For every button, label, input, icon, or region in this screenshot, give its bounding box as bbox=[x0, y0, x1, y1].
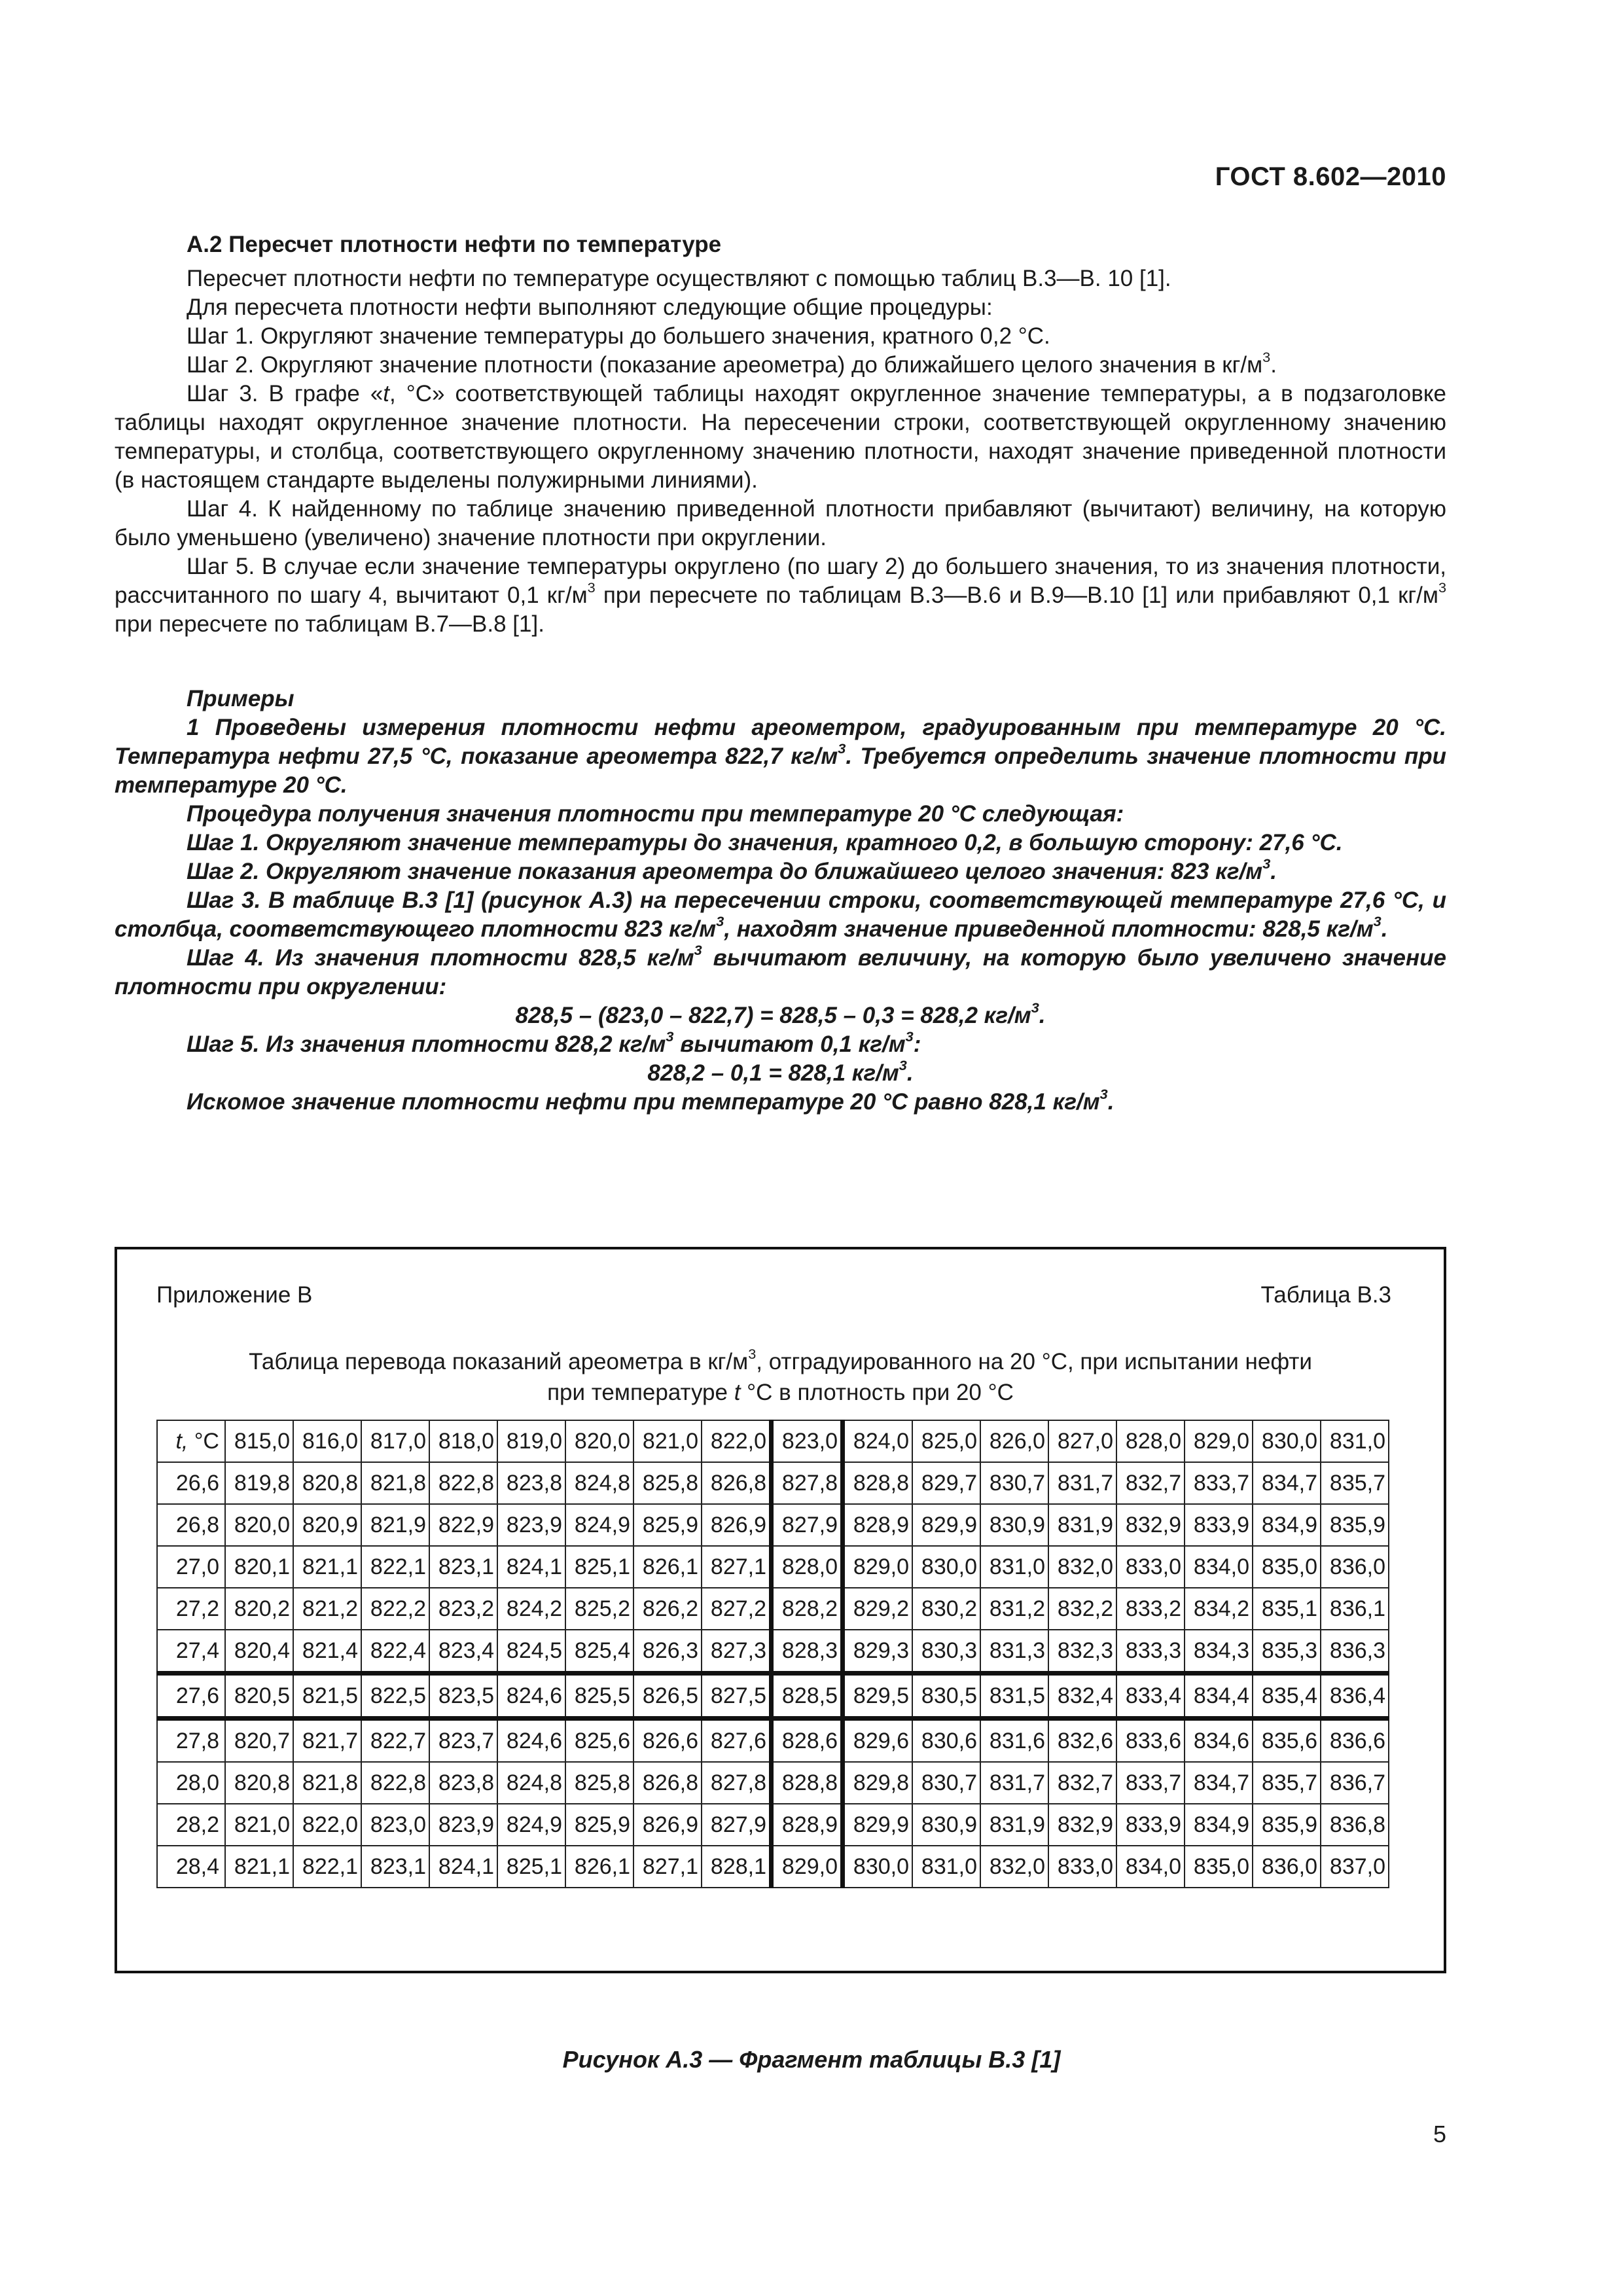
density-value-cell: 834,6 bbox=[1185, 1719, 1253, 1763]
density-value-cell: 823,1 bbox=[361, 1846, 429, 1888]
density-value-cell: 837,0 bbox=[1321, 1846, 1389, 1888]
density-value-cell: 829,5 bbox=[843, 1674, 913, 1719]
examples-heading: Примеры bbox=[187, 686, 294, 711]
density-value-cell: 835,7 bbox=[1253, 1762, 1321, 1804]
density-value-cell: 829,2 bbox=[843, 1588, 913, 1630]
unit-label: °С bbox=[188, 1428, 219, 1454]
density-value-cell: 824,2 bbox=[497, 1588, 565, 1630]
density-value-cell: 835,0 bbox=[1185, 1846, 1253, 1888]
density-value-cell: 835,9 bbox=[1253, 1804, 1321, 1846]
temperature-cell: 27,2 bbox=[157, 1588, 225, 1630]
paragraph-step1: Шаг 1. Округляют значение температуры до большего значения, кратного 0,2 °С. bbox=[187, 323, 1050, 349]
density-value-cell: 832,6 bbox=[1048, 1719, 1116, 1763]
density-value-cell: 832,2 bbox=[1048, 1588, 1116, 1630]
superscript: 3 bbox=[838, 740, 846, 757]
table-row bbox=[157, 1846, 1389, 1888]
density-value-cell: 825,9 bbox=[565, 1804, 633, 1846]
density-value-cell: 827,6 bbox=[702, 1719, 772, 1763]
density-value-cell: 834,7 bbox=[1185, 1762, 1253, 1804]
density-value-cell: 821,4 bbox=[293, 1630, 361, 1674]
density-value-cell: 823,2 bbox=[429, 1588, 497, 1630]
dot: . bbox=[1270, 859, 1277, 884]
density-value-cell: 827,3 bbox=[702, 1630, 772, 1674]
appendix-label: Приложение В bbox=[156, 1282, 313, 1308]
density-value-cell: 836,6 bbox=[1321, 1719, 1389, 1763]
temperature-cell: 27,8 bbox=[157, 1719, 225, 1763]
t-symbol: t bbox=[383, 381, 390, 406]
superscript: 3 bbox=[1099, 1086, 1108, 1103]
density-value-cell: 832,0 bbox=[1048, 1546, 1116, 1588]
density-value-cell: 832,0 bbox=[980, 1846, 1048, 1888]
density-value-cell: 827,9 bbox=[772, 1504, 843, 1546]
density-value-cell: 832,7 bbox=[1048, 1762, 1116, 1804]
density-value-cell: 822,1 bbox=[293, 1846, 361, 1888]
density-value-cell: 821,9 bbox=[361, 1504, 429, 1546]
temperature-cell: 27,6 bbox=[157, 1674, 225, 1719]
density-value-cell: 822,2 bbox=[361, 1588, 429, 1630]
density-value-cell: 831,7 bbox=[980, 1762, 1048, 1804]
example-1-text-a: 1 Проведены измерения плотности нефти ареометром, градуированным при температуре 20 °С. Температура нефти 27,5 °С, показание ареометра 822,7 кг/м bbox=[115, 715, 1446, 769]
example-result-text: Искомое значение плотности нефти при температуре 20 °С равно 828,1 кг/м bbox=[187, 1089, 1100, 1115]
density-value-cell: 822,8 bbox=[429, 1462, 497, 1504]
table-row bbox=[157, 1504, 1389, 1546]
density-value-cell: 830,3 bbox=[912, 1630, 980, 1674]
density-value-cell: 820,2 bbox=[225, 1588, 293, 1630]
density-value-cell: 826,1 bbox=[633, 1546, 702, 1588]
density-value-cell: 830,0 bbox=[843, 1846, 913, 1888]
density-value-cell: 834,0 bbox=[1185, 1546, 1253, 1588]
density-value-cell: 831,2 bbox=[980, 1588, 1048, 1630]
density-value-cell: 828,3 bbox=[772, 1630, 843, 1674]
header-cell-density: 830,0 bbox=[1253, 1420, 1321, 1462]
density-value-cell: 830,2 bbox=[912, 1588, 980, 1630]
temperature-cell: 28,0 bbox=[157, 1762, 225, 1804]
table-row bbox=[157, 1588, 1389, 1630]
paragraph-step3 bbox=[115, 380, 1446, 495]
density-value-cell: 829,6 bbox=[843, 1719, 913, 1763]
density-value-cell: 824,1 bbox=[429, 1846, 497, 1888]
caption-part-d: °С в плотность при 20 °С bbox=[740, 1380, 1014, 1405]
temperature-cell: 27,0 bbox=[157, 1546, 225, 1588]
density-value-cell: 836,1 bbox=[1321, 1588, 1389, 1630]
density-value-cell: 831,9 bbox=[1048, 1504, 1116, 1546]
density-value-cell: 831,7 bbox=[1048, 1462, 1116, 1504]
density-value-cell: 836,3 bbox=[1321, 1630, 1389, 1674]
density-value-cell: 825,9 bbox=[633, 1504, 702, 1546]
density-value-cell: 828,8 bbox=[772, 1762, 843, 1804]
example-procedure: Процедура получения значения плотности при температуре 20 °С следующая: bbox=[187, 801, 1124, 827]
density-value-cell: 820,8 bbox=[225, 1762, 293, 1804]
density-value-cell: 831,9 bbox=[980, 1804, 1048, 1846]
formula-1 bbox=[115, 1001, 1446, 1030]
density-value-cell: 820,8 bbox=[293, 1462, 361, 1504]
header-cell-density: 818,0 bbox=[429, 1420, 497, 1462]
example-result bbox=[115, 1088, 1446, 1117]
density-value-cell: 829,0 bbox=[772, 1846, 843, 1888]
step5-text-a: Шаг 5. В случае если значение температуры округлено (по шагу 2) до большего значения, то из значения плотности, рассчитанного по шагу 4, вычитают 0,1 кг/м bbox=[115, 554, 1446, 608]
section-a2 bbox=[115, 230, 1446, 639]
superscript: 3 bbox=[905, 1028, 914, 1045]
density-value-cell: 832,3 bbox=[1048, 1630, 1116, 1674]
superscript: 3 bbox=[587, 579, 596, 596]
table-row bbox=[157, 1546, 1389, 1588]
density-value-cell: 832,9 bbox=[1048, 1804, 1116, 1846]
temperature-cell: 28,2 bbox=[157, 1804, 225, 1846]
header-cell-density: 828,0 bbox=[1116, 1420, 1185, 1462]
superscript: 3 bbox=[1262, 855, 1271, 872]
density-value-cell: 824,9 bbox=[497, 1804, 565, 1846]
density-value-cell: 835,3 bbox=[1253, 1630, 1321, 1674]
density-value-cell: 834,7 bbox=[1253, 1462, 1321, 1504]
density-value-cell: 834,9 bbox=[1253, 1504, 1321, 1546]
density-value-cell: 828,8 bbox=[843, 1462, 913, 1504]
density-value-cell: 823,0 bbox=[361, 1804, 429, 1846]
header-cell-temperature bbox=[157, 1420, 225, 1462]
figure-frame bbox=[115, 1247, 1446, 1973]
density-value-cell: 833,7 bbox=[1185, 1462, 1253, 1504]
example-step2 bbox=[115, 857, 1446, 886]
density-value-cell: 835,6 bbox=[1253, 1719, 1321, 1763]
header-cell-density: 827,0 bbox=[1048, 1420, 1116, 1462]
density-value-cell: 836,7 bbox=[1321, 1762, 1389, 1804]
density-value-cell: 829,9 bbox=[912, 1504, 980, 1546]
density-value-cell: 835,0 bbox=[1253, 1546, 1321, 1588]
density-value-cell: 823,8 bbox=[497, 1462, 565, 1504]
density-value-cell: 829,3 bbox=[843, 1630, 913, 1674]
density-value-cell: 825,8 bbox=[633, 1462, 702, 1504]
temperature-cell: 28,4 bbox=[157, 1846, 225, 1888]
density-value-cell: 829,8 bbox=[843, 1762, 913, 1804]
header-cell-density: 826,0 bbox=[980, 1420, 1048, 1462]
density-value-cell: 832,4 bbox=[1048, 1674, 1116, 1719]
example-step4 bbox=[115, 944, 1446, 1001]
density-value-cell: 824,9 bbox=[565, 1504, 633, 1546]
density-value-cell: 828,1 bbox=[702, 1846, 772, 1888]
density-value-cell: 821,8 bbox=[293, 1762, 361, 1804]
density-value-cell: 822,7 bbox=[361, 1719, 429, 1763]
density-value-cell: 826,8 bbox=[702, 1462, 772, 1504]
density-value-cell: 822,1 bbox=[361, 1546, 429, 1588]
header-cell-density: 819,0 bbox=[497, 1420, 565, 1462]
example-1-text-b: . Требуется определить значение плотности при температуре 20 °С. bbox=[115, 744, 1446, 798]
temperature-cell: 26,6 bbox=[157, 1462, 225, 1504]
temperature-cell: 27,4 bbox=[157, 1630, 225, 1674]
superscript: 3 bbox=[716, 913, 724, 930]
density-value-cell: 833,7 bbox=[1116, 1762, 1185, 1804]
density-value-cell: 826,5 bbox=[633, 1674, 702, 1719]
density-value-cell: 826,8 bbox=[633, 1762, 702, 1804]
step3-text-b: , °С» соответствующей таблицы находят округленное значение температуры, а в подзаголовке таблицы находят округленное значение плотности. На пересечении строки, соответствующей округленному значению температуры, и столбца, соответствующего округленному значению плотности, находят значение приведенной плотности (в настоящем стандарте выделены полужирными линиями). bbox=[115, 381, 1446, 493]
header-cell-density: 815,0 bbox=[225, 1420, 293, 1462]
density-value-cell: 825,6 bbox=[565, 1719, 633, 1763]
header-cell-density: 831,0 bbox=[1321, 1420, 1389, 1462]
density-value-cell: 819,8 bbox=[225, 1462, 293, 1504]
density-value-cell: 836,8 bbox=[1321, 1804, 1389, 1846]
example-step3 bbox=[115, 886, 1446, 944]
table-caption bbox=[117, 1346, 1444, 1408]
density-value-cell: 834,3 bbox=[1185, 1630, 1253, 1674]
density-value-cell: 830,7 bbox=[980, 1462, 1048, 1504]
paragraph-step4: Шаг 4. К найденному по таблице значению приведенной плотности прибавляют (вычитают) величину, на которую было уменьшено (увеличено) значение плотности при округлении. bbox=[115, 496, 1446, 550]
density-value-cell: 826,6 bbox=[633, 1719, 702, 1763]
density-value-cell: 825,8 bbox=[565, 1762, 633, 1804]
density-value-cell: 826,2 bbox=[633, 1588, 702, 1630]
density-value-cell: 833,0 bbox=[1116, 1546, 1185, 1588]
density-value-cell: 824,5 bbox=[497, 1630, 565, 1674]
density-value-cell: 833,0 bbox=[1048, 1846, 1116, 1888]
superscript: 3 bbox=[748, 1346, 757, 1363]
example-step3-text-b: , находят значение приведенной плотности: 828,5 кг/м bbox=[724, 916, 1374, 942]
density-value-cell: 824,8 bbox=[497, 1762, 565, 1804]
dot: . bbox=[906, 1060, 914, 1086]
density-value-cell: 820,4 bbox=[225, 1630, 293, 1674]
document-code: ГОСТ 8.602—2010 bbox=[1215, 162, 1446, 191]
density-value-cell: 820,1 bbox=[225, 1546, 293, 1588]
formula-2-text: 828,2 – 0,1 = 828,1 кг/м bbox=[647, 1060, 899, 1086]
density-value-cell: 832,9 bbox=[1116, 1504, 1185, 1546]
caption-part-b: , отградуированного на 20 °С, при испытании нефти bbox=[756, 1349, 1312, 1374]
page-number: 5 bbox=[1433, 2121, 1446, 2147]
table-row bbox=[157, 1674, 1389, 1719]
density-value-cell: 831,0 bbox=[912, 1846, 980, 1888]
superscript: 3 bbox=[666, 1028, 674, 1045]
header-cell-density: 825,0 bbox=[912, 1420, 980, 1462]
dot: . bbox=[1039, 1003, 1046, 1028]
density-value-cell: 836,0 bbox=[1253, 1846, 1321, 1888]
formula-2 bbox=[115, 1059, 1446, 1088]
density-value-cell: 825,2 bbox=[565, 1588, 633, 1630]
density-value-cell: 830,5 bbox=[912, 1674, 980, 1719]
examples-block bbox=[115, 685, 1446, 1117]
density-value-cell: 828,0 bbox=[772, 1546, 843, 1588]
step5-text-b: при пересчете по таблицам В.3—В.6 и В.9—В.10 [1] или прибавляют 0,1 кг/м bbox=[595, 583, 1438, 608]
figure-caption: Рисунок А.3 — Фрагмент таблицы В.3 [1] bbox=[562, 2046, 1061, 2073]
superscript: 3 bbox=[1031, 999, 1039, 1016]
density-value-cell: 833,2 bbox=[1116, 1588, 1185, 1630]
density-value-cell: 831,0 bbox=[980, 1546, 1048, 1588]
paragraph-procedures: Для пересчета плотности нефти выполняют следующие общие процедуры: bbox=[187, 295, 993, 320]
density-value-cell: 824,6 bbox=[497, 1674, 565, 1719]
density-value-cell: 823,4 bbox=[429, 1630, 497, 1674]
density-value-cell: 827,8 bbox=[772, 1462, 843, 1504]
table-row bbox=[157, 1462, 1389, 1504]
density-value-cell: 832,7 bbox=[1116, 1462, 1185, 1504]
header-cell-density: 816,0 bbox=[293, 1420, 361, 1462]
caption-part-a: Таблица перевода показаний ареометра в кг/м bbox=[249, 1349, 749, 1374]
example-1 bbox=[115, 713, 1446, 800]
density-value-cell: 821,1 bbox=[225, 1846, 293, 1888]
density-value-cell: 822,5 bbox=[361, 1674, 429, 1719]
density-value-cell: 823,9 bbox=[429, 1804, 497, 1846]
density-value-cell: 834,2 bbox=[1185, 1588, 1253, 1630]
density-value-cell: 830,9 bbox=[980, 1504, 1048, 1546]
density-value-cell: 821,7 bbox=[293, 1719, 361, 1763]
density-value-cell: 823,8 bbox=[429, 1762, 497, 1804]
density-value-cell: 835,7 bbox=[1321, 1462, 1389, 1504]
density-value-cell: 826,9 bbox=[702, 1504, 772, 1546]
formula-1-text: 828,5 – (823,0 – 822,7) = 828,5 – 0,3 = 828,2 кг/м bbox=[515, 1003, 1031, 1028]
density-value-cell: 834,9 bbox=[1185, 1804, 1253, 1846]
density-value-cell: 824,8 bbox=[565, 1462, 633, 1504]
density-value-cell: 823,7 bbox=[429, 1719, 497, 1763]
t-symbol: t bbox=[734, 1380, 741, 1405]
density-value-cell: 830,6 bbox=[912, 1719, 980, 1763]
table-caption-line2 bbox=[117, 1377, 1444, 1408]
paragraph-tables: Пересчет плотности нефти по температуре осуществляют с помощью таблиц В.3—В. 10 [1]. bbox=[187, 266, 1171, 291]
density-value-cell: 831,5 bbox=[980, 1674, 1048, 1719]
density-value-cell: 827,2 bbox=[702, 1588, 772, 1630]
step3-text-a: Шаг 3. В графе « bbox=[187, 381, 383, 406]
density-value-cell: 824,6 bbox=[497, 1719, 565, 1763]
superscript: 3 bbox=[899, 1057, 907, 1074]
density-value-cell: 835,4 bbox=[1253, 1674, 1321, 1719]
density-value-cell: 822,4 bbox=[361, 1630, 429, 1674]
density-value-cell: 829,0 bbox=[843, 1546, 913, 1588]
density-value-cell: 822,8 bbox=[361, 1762, 429, 1804]
header-cell-density: 822,0 bbox=[702, 1420, 772, 1462]
example-step5-text-a: Шаг 5. Из значения плотности 828,2 кг/м bbox=[187, 1031, 666, 1057]
example-step1: Шаг 1. Округляют значение температуры до значения, кратного 0,2, в большую сторону: 27,6 °С. bbox=[187, 830, 1343, 855]
density-value-cell: 820,5 bbox=[225, 1674, 293, 1719]
density-value-cell: 825,5 bbox=[565, 1674, 633, 1719]
density-value-cell: 835,9 bbox=[1321, 1504, 1389, 1546]
density-value-cell: 822,0 bbox=[293, 1804, 361, 1846]
density-value-cell: 828,9 bbox=[843, 1504, 913, 1546]
density-value-cell: 833,4 bbox=[1116, 1674, 1185, 1719]
density-value-cell: 826,3 bbox=[633, 1630, 702, 1674]
table-header-row bbox=[157, 1420, 1389, 1462]
caption-part-c: при температуре bbox=[547, 1380, 734, 1405]
example-step2-text: Шаг 2. Округляют значение показания ареометра до ближайшего целого значения: 823 кг/м bbox=[187, 859, 1263, 884]
dot: . bbox=[1381, 916, 1388, 942]
density-value-cell: 821,8 bbox=[361, 1462, 429, 1504]
example-step5 bbox=[115, 1030, 1446, 1059]
density-value-cell: 821,1 bbox=[293, 1546, 361, 1588]
density-value-cell: 820,9 bbox=[293, 1504, 361, 1546]
density-value-cell: 828,5 bbox=[772, 1674, 843, 1719]
header-cell-density: 817,0 bbox=[361, 1420, 429, 1462]
density-value-cell: 833,6 bbox=[1116, 1719, 1185, 1763]
density-value-cell: 823,1 bbox=[429, 1546, 497, 1588]
density-value-cell: 823,9 bbox=[497, 1504, 565, 1546]
header-cell-density: 824,0 bbox=[843, 1420, 913, 1462]
header-cell-density: 821,0 bbox=[633, 1420, 702, 1462]
density-value-cell: 825,1 bbox=[497, 1846, 565, 1888]
table-caption-line1 bbox=[117, 1346, 1444, 1377]
density-value-cell: 827,1 bbox=[633, 1846, 702, 1888]
temperature-cell: 26,8 bbox=[157, 1504, 225, 1546]
example-step5-text-b: вычитают 0,1 кг/м bbox=[673, 1031, 906, 1057]
table-row bbox=[157, 1804, 1389, 1846]
density-value-cell: 829,7 bbox=[912, 1462, 980, 1504]
density-value-cell: 824,1 bbox=[497, 1546, 565, 1588]
superscript: 3 bbox=[1262, 349, 1271, 366]
density-value-cell: 835,1 bbox=[1253, 1588, 1321, 1630]
step5-text-c: при пересчете по таблицам В.7—В.8 [1]. bbox=[115, 611, 544, 637]
density-value-cell: 829,9 bbox=[843, 1804, 913, 1846]
density-value-cell: 831,3 bbox=[980, 1630, 1048, 1674]
density-value-cell: 825,1 bbox=[565, 1546, 633, 1588]
superscript: 3 bbox=[1438, 579, 1446, 596]
density-value-cell: 833,9 bbox=[1116, 1804, 1185, 1846]
density-value-cell: 821,5 bbox=[293, 1674, 361, 1719]
example-step3-text-a: Шаг 3. В таблице В.3 [1] (рисунок А.3) на пересечении строки, соответствующей температуре 27,6 °С, и столбца, соответствующего плотности 823 кг/м bbox=[115, 888, 1446, 942]
density-value-cell: 825,4 bbox=[565, 1630, 633, 1674]
colon: : bbox=[913, 1031, 921, 1057]
density-value-cell: 833,3 bbox=[1116, 1630, 1185, 1674]
density-value-cell: 822,9 bbox=[429, 1504, 497, 1546]
table-row bbox=[157, 1630, 1389, 1674]
density-value-cell: 820,0 bbox=[225, 1504, 293, 1546]
density-value-cell: 823,5 bbox=[429, 1674, 497, 1719]
table-row bbox=[157, 1762, 1389, 1804]
density-value-cell: 830,9 bbox=[912, 1804, 980, 1846]
header-cell-density: 823,0 bbox=[772, 1420, 843, 1462]
density-value-cell: 836,4 bbox=[1321, 1674, 1389, 1719]
density-value-cell: 826,9 bbox=[633, 1804, 702, 1846]
header-cell-density: 820,0 bbox=[565, 1420, 633, 1462]
table-reference: Таблица В.3 bbox=[1260, 1282, 1391, 1308]
density-value-cell: 836,0 bbox=[1321, 1546, 1389, 1588]
superscript: 3 bbox=[694, 942, 702, 959]
density-value-cell: 833,9 bbox=[1185, 1504, 1253, 1546]
density-value-cell: 828,6 bbox=[772, 1719, 843, 1763]
example-step4-text-a: Шаг 4. Из значения плотности 828,5 кг/м bbox=[187, 945, 694, 971]
density-value-cell: 830,0 bbox=[912, 1546, 980, 1588]
density-value-cell: 827,8 bbox=[702, 1762, 772, 1804]
t-symbol: t, bbox=[175, 1428, 188, 1454]
step2-text: Шаг 2. Округляют значение плотности (показание ареометра) до ближайшего целого значения в кг/м bbox=[187, 352, 1263, 378]
density-value-cell: 820,7 bbox=[225, 1719, 293, 1763]
dot: . bbox=[1107, 1089, 1115, 1115]
density-value-cell: 828,2 bbox=[772, 1588, 843, 1630]
density-value-cell: 827,1 bbox=[702, 1546, 772, 1588]
density-value-cell: 826,1 bbox=[565, 1846, 633, 1888]
density-value-cell: 828,9 bbox=[772, 1804, 843, 1846]
paragraph-step5 bbox=[115, 552, 1446, 639]
density-value-cell: 830,7 bbox=[912, 1762, 980, 1804]
header-cell-density: 829,0 bbox=[1185, 1420, 1253, 1462]
density-value-cell: 827,5 bbox=[702, 1674, 772, 1719]
paragraph-step2: Шаг 2. Округляют значение плотности (показание ареометра) до ближайшего целого значения в $кг/м^3$. bbox=[187, 349, 1277, 378]
density-value-cell: 834,4 bbox=[1185, 1674, 1253, 1719]
density-value-cell: 821,2 bbox=[293, 1588, 361, 1630]
table-row bbox=[157, 1719, 1389, 1763]
density-value-cell: 821,0 bbox=[225, 1804, 293, 1846]
density-table bbox=[156, 1420, 1389, 1888]
density-value-cell: 827,9 bbox=[702, 1804, 772, 1846]
section-title: А.2 Пересчет плотности нефти по температуре bbox=[187, 232, 722, 257]
superscript: 3 bbox=[1373, 913, 1382, 930]
density-value-cell: 834,0 bbox=[1116, 1846, 1185, 1888]
example-step4-text-b: вычитают величину, на которую было увеличено значение плотности при округлении: bbox=[115, 945, 1446, 999]
density-value-cell: 831,6 bbox=[980, 1719, 1048, 1763]
